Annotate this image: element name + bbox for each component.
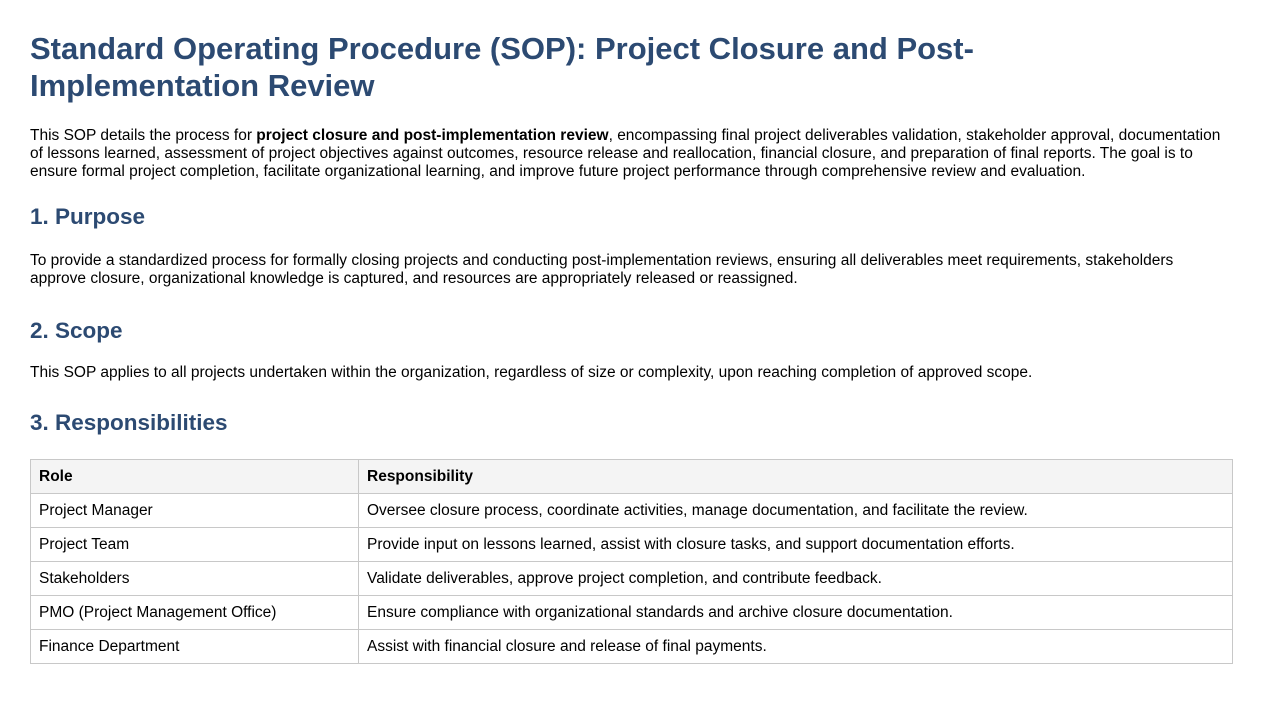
purpose-text: To provide a standardized process for formally closing projects and conducting post-implementation reviews, ensuring all deliverables meet requirements, stakeholders approve closure, organizational knowledge is captured, and resources are appropriately released or reassigned. bbox=[30, 252, 1174, 287]
responsibility-cell: Assist with financial closure and release of final payments. bbox=[359, 630, 1233, 664]
responsibilities-heading: 3. Responsibilities bbox=[30, 410, 228, 435]
intro-text-end: , encompassing final project deliverables validation, stakeholder approval, documentation of lessons learned, assessment of project objectives against outcomes, resource release and reallocation, financial closure, and preparation of final reports. The goal is to ensure formal project completion, facilitate organizational learning, and improve future project performance through comprehensive review and evaluation. bbox=[30, 127, 1221, 180]
column-header-responsibility: Responsibility bbox=[359, 460, 1233, 494]
role-cell: Project Team bbox=[31, 528, 359, 562]
responsibility-cell: Provide input on lessons learned, assist with closure tasks, and support documentation efforts. bbox=[359, 528, 1233, 562]
intro-paragraph bbox=[30, 127, 1233, 181]
responsibilities-table bbox=[30, 459, 1233, 664]
page-title: Standard Operating Procedure (SOP): Project Closure and Post-Implementation Review bbox=[30, 31, 974, 103]
table-row bbox=[31, 630, 1233, 664]
table-row bbox=[31, 494, 1233, 528]
role-cell: PMO (Project Management Office) bbox=[31, 596, 359, 630]
responsibility-cell: Oversee closure process, coordinate activities, manage documentation, and facilitate the review. bbox=[359, 494, 1233, 528]
table-row bbox=[31, 562, 1233, 596]
intro-text-start: This SOP details the process for bbox=[30, 127, 257, 144]
role-cell: Stakeholders bbox=[31, 562, 359, 596]
scope-text: This SOP applies to all projects undertaken within the organization, regardless of size or complexity, upon reaching completion of approved scope. bbox=[30, 364, 1033, 381]
purpose-heading: 1. Purpose bbox=[30, 204, 146, 229]
table-row bbox=[31, 528, 1233, 562]
responsibility-cell: Validate deliverables, approve project completion, and contribute feedback. bbox=[359, 562, 1233, 596]
responsibility-cell: Ensure compliance with organizational standards and archive closure documentation. bbox=[359, 596, 1233, 630]
table-header-row bbox=[31, 460, 1233, 494]
intro-bold-text: project closure and post-implementation review bbox=[256, 127, 609, 144]
column-header-role: Role bbox=[31, 460, 359, 494]
role-cell: Finance Department bbox=[31, 630, 359, 664]
table-row bbox=[31, 596, 1233, 630]
scope-heading: 2. Scope bbox=[30, 318, 123, 343]
role-cell: Project Manager bbox=[31, 494, 359, 528]
